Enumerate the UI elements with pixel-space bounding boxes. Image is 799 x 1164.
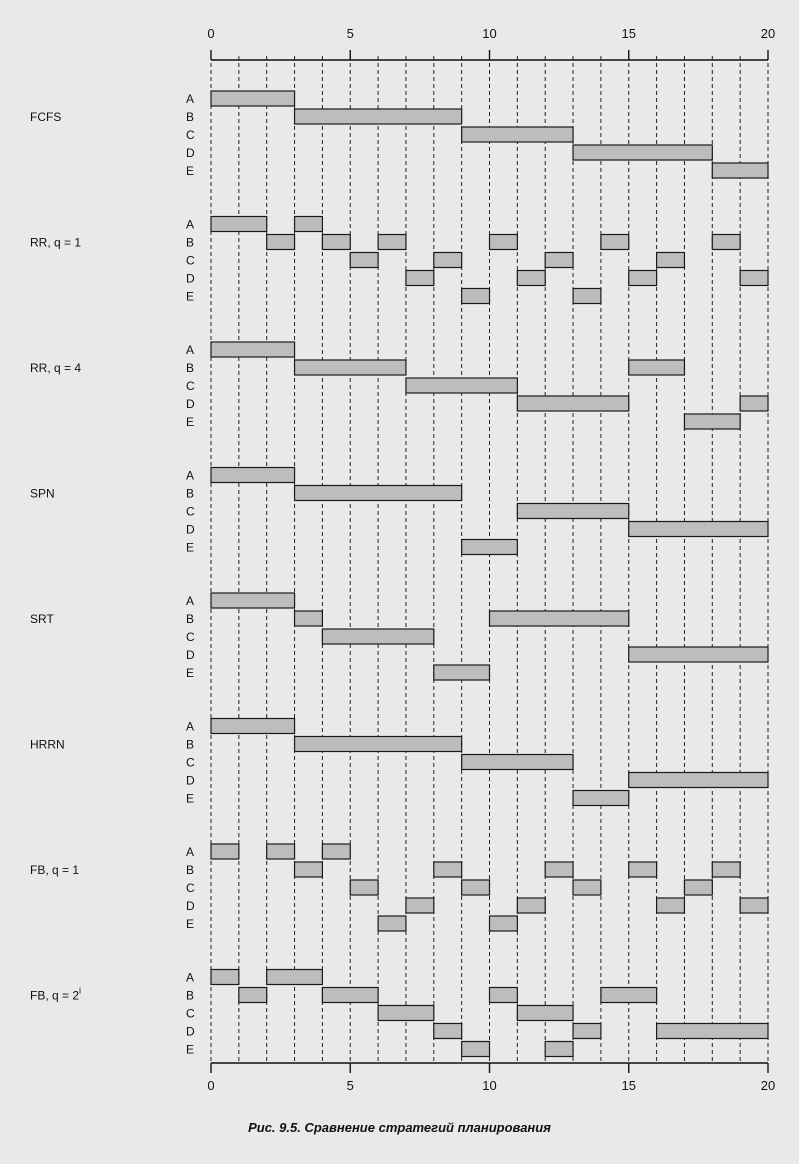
process-label-fb-q-2-D: D — [186, 1024, 195, 1039]
bar-rr-q-1-A-3-4 — [295, 217, 323, 232]
bar-hrrn-C-9-13 — [462, 755, 573, 770]
bar-rr-q-1-B-14-15 — [601, 235, 629, 250]
process-label-srt-E: E — [186, 666, 195, 680]
bar-hrrn-B-3-9 — [295, 737, 462, 752]
bar-hrrn-E-13-15 — [573, 791, 629, 806]
bar-fb-q-1-A-4-5 — [322, 844, 350, 859]
tick-label-bottom-5: 5 — [346, 1078, 354, 1093]
process-label-fb-q-1-E: E — [186, 917, 195, 931]
policy-label-rr-q-4: RR, q = 4 — [30, 361, 82, 375]
bar-rr-q-4-B-3-7 — [295, 360, 406, 375]
bar-fb-q-2-E-12-13 — [545, 1042, 573, 1057]
bar-fcfs-C-9-13 — [462, 127, 573, 142]
bar-fcfs-A-0-3 — [211, 91, 295, 106]
bar-fb-q-2-B-10-11 — [490, 988, 518, 1003]
tick-label-bottom-10: 10 — [482, 1078, 497, 1093]
process-label-srt-B: B — [186, 612, 195, 626]
bar-rr-q-4-E-17-19 — [684, 414, 740, 429]
tick-label-bottom-0: 0 — [207, 1078, 215, 1093]
bar-fcfs-B-3-9 — [295, 109, 462, 124]
process-label-rr-q-4-E: E — [186, 415, 195, 429]
bar-fb-q-1-D-11-12 — [517, 898, 545, 913]
process-label-rr-q-4-B: B — [186, 361, 195, 375]
bar-rr-q-1-B-6-7 — [378, 235, 406, 250]
bar-rr-q-1-B-10-11 — [490, 235, 518, 250]
tick-label-top-15: 15 — [621, 26, 636, 41]
bar-srt-E-8-10 — [434, 665, 490, 680]
bar-spn-E-9-11 — [462, 540, 518, 555]
process-label-fb-q-1-A: A — [186, 845, 195, 859]
process-label-hrrn-D: D — [186, 773, 195, 788]
bar-rr-q-1-D-15-16 — [629, 271, 657, 286]
bar-rr-q-1-E-9-10 — [462, 289, 490, 304]
process-label-fb-q-2-B: B — [186, 988, 195, 1003]
process-label-rr-q-4-D: D — [186, 397, 195, 411]
process-label-fcfs-A: A — [186, 92, 195, 106]
policy-label-superscript: i — [79, 985, 82, 996]
bar-fb-q-1-B-12-13 — [545, 862, 573, 877]
bar-fb-q-1-C-17-18 — [684, 880, 712, 895]
bar-rr-q-4-A-0-3 — [211, 342, 295, 357]
row-labels — [30, 92, 195, 1057]
figure-caption: Рис. 9.5. Сравнение стратегий планирования — [248, 1120, 551, 1135]
policy-label-spn: SPN — [30, 486, 55, 501]
tick-label-bottom-20: 20 — [760, 1078, 776, 1093]
bar-spn-B-3-9 — [295, 486, 462, 501]
bar-fb-q-2-A-0-1 — [211, 970, 239, 985]
policy-label-hrrn: HRRN — [30, 737, 65, 752]
bar-hrrn-D-15-20 — [629, 773, 768, 788]
process-label-hrrn-A: A — [186, 719, 195, 734]
policy-label-rr-q-1: RR, q = 1 — [30, 235, 82, 250]
process-label-fb-q-1-B: B — [186, 863, 195, 877]
policy-label-fb-q-2: FB, $q = 2^i$ — [30, 985, 82, 1003]
bar-rr-q-1-B-2-3 — [267, 235, 295, 250]
bar-rr-q-4-B-15-17 — [629, 360, 685, 375]
bar-spn-C-11-15 — [517, 504, 628, 519]
process-label-srt-C: C — [186, 630, 195, 644]
bar-rr-q-1-C-8-9 — [434, 253, 462, 268]
process-label-rr-q-4-C: C — [186, 379, 195, 393]
process-label-srt-A: A — [186, 594, 195, 608]
tick-label-top-0: 0 — [207, 26, 215, 41]
bar-fb-q-1-D-7-8 — [406, 898, 434, 913]
bar-fb-q-1-E-6-7 — [378, 916, 406, 931]
bar-fb-q-1-A-0-1 — [211, 844, 239, 859]
bar-srt-B-3-4 — [295, 611, 323, 626]
process-label-fcfs-E: E — [186, 164, 195, 178]
bar-fb-q-2-B-4-6 — [322, 988, 378, 1003]
time-axes — [207, 26, 775, 1093]
process-label-fcfs-D: D — [186, 146, 195, 160]
process-label-rr-q-4-A: A — [186, 343, 195, 357]
bar-fb-q-2-B-14-16 — [601, 988, 657, 1003]
bar-rr-q-1-C-5-6 — [350, 253, 378, 268]
bar-spn-A-0-3 — [211, 468, 295, 483]
bar-fb-q-1-A-2-3 — [267, 844, 295, 859]
bar-rr-q-1-E-13-14 — [573, 289, 601, 304]
bar-rr-q-1-D-7-8 — [406, 271, 434, 286]
process-label-spn-E: E — [186, 540, 195, 555]
bar-fb-q-1-B-8-9 — [434, 862, 462, 877]
bar-rr-q-1-B-18-19 — [712, 235, 740, 250]
bar-fb-q-2-C-11-13 — [517, 1006, 573, 1021]
process-label-fb-q-2-A: A — [186, 970, 195, 985]
bar-fb-q-1-E-10-11 — [490, 916, 518, 931]
process-label-rr-q-1-E: E — [186, 289, 195, 304]
bar-rr-q-1-D-11-12 — [517, 271, 545, 286]
process-label-rr-q-1-A: A — [186, 217, 195, 232]
process-label-fb-q-2-C: C — [186, 1006, 195, 1021]
bar-fb-q-2-D-16-20 — [657, 1024, 768, 1039]
bar-fb-q-2-A-2-4 — [267, 970, 323, 985]
bar-fb-q-1-B-15-16 — [629, 862, 657, 877]
bar-rr-q-1-A-0-2 — [211, 217, 267, 232]
tick-label-top-5: 5 — [346, 26, 354, 41]
process-label-hrrn-C: C — [186, 755, 195, 770]
bar-fcfs-D-13-18 — [573, 145, 712, 160]
bar-spn-D-15-20 — [629, 522, 768, 537]
process-label-spn-D: D — [186, 522, 195, 537]
process-label-spn-C: C — [186, 504, 195, 519]
policy-label-srt: SRT — [30, 612, 54, 626]
bar-fb-q-1-C-9-10 — [462, 880, 490, 895]
policy-label-fb-q-1: FB, q = 1 — [30, 863, 80, 877]
bar-rr-q-1-C-16-17 — [657, 253, 685, 268]
bar-fb-q-2-E-9-10 — [462, 1042, 490, 1057]
bar-rr-q-4-C-7-11 — [406, 378, 517, 393]
bar-fcfs-E-18-20 — [712, 163, 768, 178]
process-label-spn-A: A — [186, 468, 195, 483]
process-label-spn-B: B — [186, 486, 195, 501]
bar-srt-A-0-3 — [211, 593, 295, 608]
process-label-srt-D: D — [186, 648, 195, 662]
tick-label-bottom-15: 15 — [621, 1078, 636, 1093]
bar-fb-q-2-D-13-14 — [573, 1024, 601, 1039]
process-label-fcfs-C: C — [186, 128, 195, 142]
process-label-fb-q-1-D: D — [186, 899, 195, 913]
bar-fb-q-1-C-13-14 — [573, 880, 601, 895]
bar-rr-q-4-D-11-15 — [517, 396, 628, 411]
bar-fb-q-1-C-5-6 — [350, 880, 378, 895]
bar-rr-q-4-D-19-20 — [740, 396, 768, 411]
process-label-fb-q-1-C: C — [186, 881, 195, 895]
bar-fb-q-2-D-8-9 — [434, 1024, 462, 1039]
process-label-rr-q-1-C: C — [186, 253, 195, 268]
policy-label-fcfs: FCFS — [30, 110, 62, 124]
bar-srt-C-4-8 — [322, 629, 433, 644]
bar-rr-q-1-C-12-13 — [545, 253, 573, 268]
bar-fb-q-2-B-1-2 — [239, 988, 267, 1003]
process-label-hrrn-E: E — [186, 791, 195, 806]
bar-fb-q-1-B-18-19 — [712, 862, 740, 877]
bar-rr-q-1-B-4-5 — [322, 235, 350, 250]
tick-label-top-10: 10 — [482, 26, 497, 41]
bar-fb-q-2-C-6-8 — [378, 1006, 434, 1021]
bar-fb-q-1-B-3-4 — [295, 862, 323, 877]
bar-srt-B-10-15 — [490, 611, 629, 626]
process-label-fcfs-B: B — [186, 110, 195, 124]
process-label-hrrn-B: B — [186, 737, 195, 752]
bar-rr-q-1-D-19-20 — [740, 271, 768, 286]
bar-fb-q-1-D-16-17 — [657, 898, 685, 913]
bar-hrrn-A-0-3 — [211, 719, 295, 734]
bar-fb-q-1-D-19-20 — [740, 898, 768, 913]
process-label-rr-q-1-D: D — [186, 271, 195, 286]
bar-srt-D-15-20 — [629, 647, 768, 662]
process-label-fb-q-2-E: E — [186, 1042, 195, 1057]
process-label-rr-q-1-B: B — [186, 235, 195, 250]
tick-label-top-20: 20 — [760, 26, 776, 41]
